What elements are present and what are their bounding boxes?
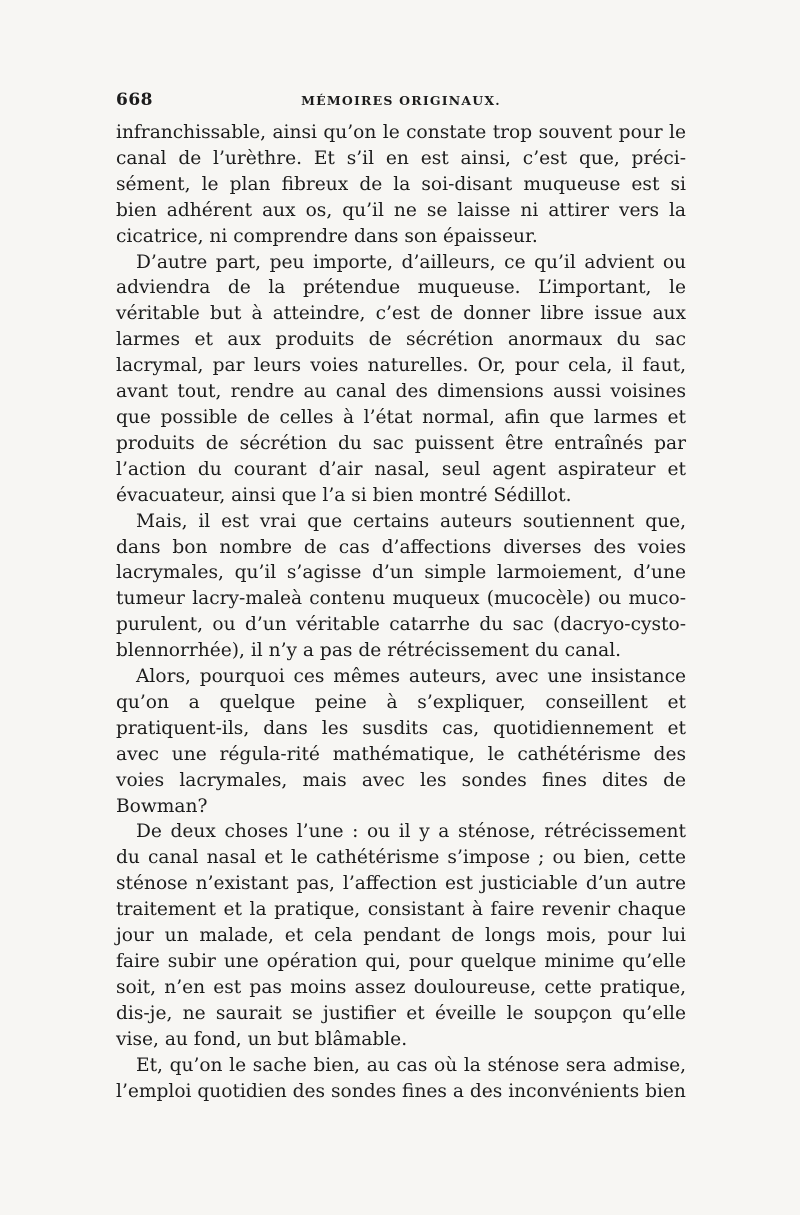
paragraph: D’autre part, peu importe, d’ailleurs, ce qu’il advient ou adviendra de la prétendue muqueuse. L’important, le véritable but à atteindre, c’est de donner libre issue aux larmes et aux produits de sécrétion anormaux du sac lacrymal, par leurs voies naturelles. Or, pour cela, il faut, avant tout, rendre au canal des dimensions aussi voisines que possible de celles à l’état normal, afin que larmes et produits de sécrétion du sac puissent être entraînés par l’action du courant d’air nasal, seul agent aspirateur et évacuateur, ainsi que l’a si bien montré Sédillot. xyxy=(116,251,686,506)
running-head xyxy=(116,90,686,120)
body-text xyxy=(116,120,686,1104)
book-page xyxy=(116,90,686,1104)
paragraph: Mais, il est vrai que certains auteurs soutiennent que, dans bon nombre de cas d’affections diverses des voies lacrymales, qu’il s’agisse d’un simple larmoiement, d’une tumeur lacry-maleà contenu muqueux (mucocèle) ou muco-purulent, ou d’un véritable catarrhe du sac (dacryo-cysto-blennorrhée), il n’y a pas de rétrécissement du canal. xyxy=(116,510,686,662)
page-number: 668 xyxy=(116,90,153,110)
paragraph: Alors, pourquoi ces mêmes auteurs, avec une insistance qu’on a quelque peine à s’expliquer, conseillent et pratiquent-ils, dans les susdits cas, quotidiennement et avec une régula-rité mathématique, le cathétérisme des voies lacrymales, mais avec les sondes fines dites de Bowman? xyxy=(116,666,686,817)
paragraph: De deux choses l’une : ou il y a sténose, rétrécissement du canal nasal et le cathétérisme s’impose ; ou bien, cette sténose n’existant pas, l’affection est justiciable d’un autre traitement et la pratique, consistant à faire revenir chaque jour un malade, et cela pendant de longs mois, pour lui faire subir une opération qui, pour quelque minime qu’elle soit, n’en est pas moins assez douloureuse, cette pratique, dis-je, ne saurait se justifier et éveille le soupçon qu’elle vise, au fond, un but blâmable. xyxy=(116,821,686,1050)
paragraph: Et, qu’on le sache bien, au cas où la sténose sera admise, l’emploi quotidien des sondes fines a des inconvénients bien xyxy=(116,1054,686,1102)
running-title: MÉMOIRES ORIGINAUX. xyxy=(301,93,501,108)
paragraph: infranchissable, ainsi qu’on le constate trop souvent pour le canal de l’urèthre. Et s’il en est ainsi, c’est que, préci-sément, le plan fibreux de la soi-disant muqueuse est si bien adhérent aux os, qu’il ne se laisse ni attirer vers la cicatrice, ni comprendre dans son épaisseur. xyxy=(116,122,686,247)
